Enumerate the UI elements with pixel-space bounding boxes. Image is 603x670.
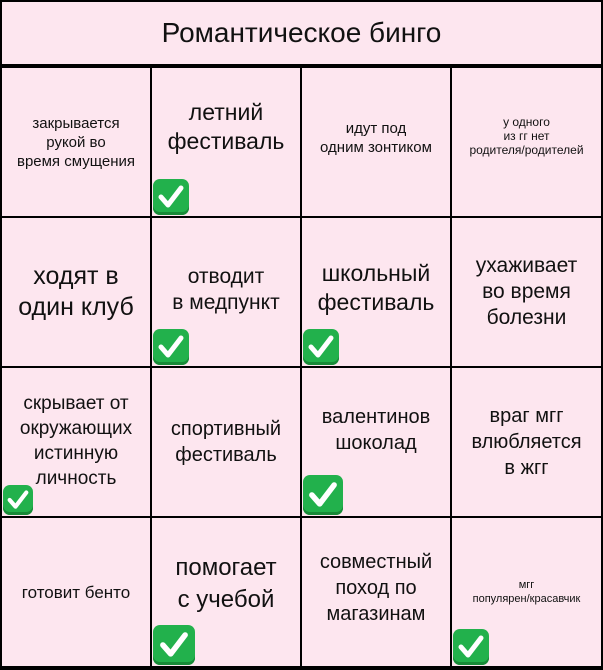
bingo-cell[interactable] (152, 218, 300, 366)
bingo-cell[interactable] (152, 518, 300, 666)
check-mark-icon (153, 625, 195, 665)
bingo-cell[interactable] (452, 68, 601, 216)
bingo-cell[interactable] (2, 218, 150, 366)
bingo-cell[interactable] (2, 518, 150, 666)
bingo-cell[interactable] (452, 518, 601, 666)
bingo-grid (2, 68, 601, 668)
bingo-cell[interactable] (302, 218, 450, 366)
bingo-cell[interactable] (302, 518, 450, 666)
cell-text: готовит бенто (21, 582, 131, 602)
cell-text: валентинов шоколад (321, 406, 431, 454)
cell-text: у одного из гг нет родителя/родителей (469, 115, 584, 157)
check-mark-icon (153, 329, 189, 365)
bingo-title: Романтическое бинго (161, 17, 442, 48)
bingo-cell[interactable] (152, 368, 300, 516)
cell-text: спортивный фестиваль (170, 418, 282, 466)
cell-text: идут под одним зонтиком (320, 120, 432, 156)
bingo-cell[interactable] (302, 68, 450, 216)
cell-text: враг мгг влюбляется в жгг (471, 405, 582, 479)
cell-text: летний фестиваль (167, 99, 285, 154)
cell-text: отводит в медпункт (172, 265, 280, 314)
cell-text: ухаживает во время болезни (475, 254, 578, 329)
bingo-cell[interactable] (2, 368, 150, 516)
check-mark-icon (153, 179, 189, 215)
cell-text: школьный фестиваль (317, 260, 435, 315)
check-mark-icon (3, 485, 33, 515)
check-mark-icon (303, 329, 339, 365)
bingo-cell[interactable] (452, 368, 601, 516)
check-mark-icon (303, 475, 343, 515)
cell-text: совместный поход по магазинам (319, 551, 433, 625)
title-box (2, 2, 601, 64)
bingo-cell[interactable] (2, 68, 150, 216)
bingo-cell[interactable] (452, 218, 601, 366)
bingo-cell[interactable] (152, 68, 300, 216)
cell-text: закрывается рукой во время смущения (16, 114, 136, 170)
check-mark-icon (453, 629, 489, 665)
cell-text: ходят в один клуб (18, 262, 134, 321)
bingo-cell[interactable] (302, 368, 450, 516)
cell-text: помогает с учебой (175, 554, 277, 613)
cell-text: скрывает от окружающих истинную личность (19, 393, 133, 489)
cell-text: мгг популярен/красавчик (472, 579, 581, 605)
